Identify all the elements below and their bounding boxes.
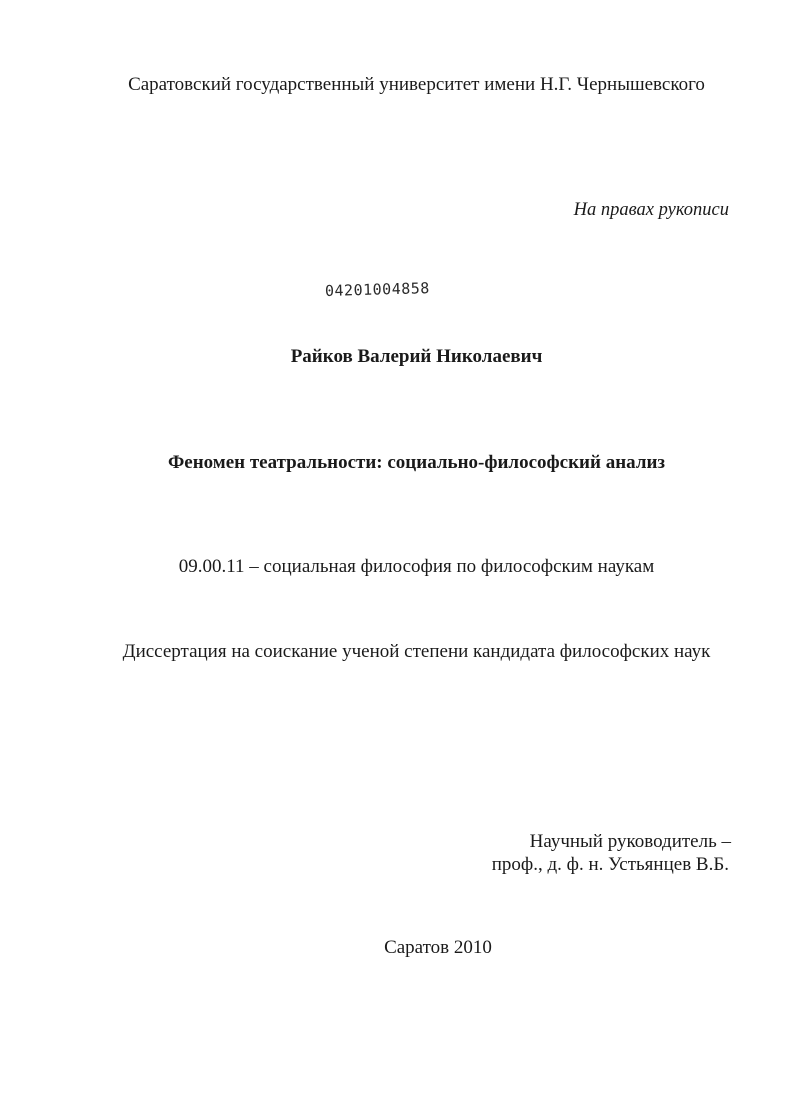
- registry-code-stamp: 04201004858: [324, 279, 431, 300]
- specialty-code: 09.00.11 – социальная философия по философским наукам: [178, 556, 655, 577]
- manuscript-note: На правах рукописи: [573, 200, 729, 220]
- city-year: Саратов 2010: [384, 937, 492, 958]
- supervisor-role: Научный руководитель –: [529, 831, 731, 852]
- author-name: Райков Валерий Николаевич: [290, 346, 543, 367]
- dissertation-title: Феномен театральности: социально-философский анализ: [167, 452, 666, 473]
- university-name: Саратовский государственный университет имени Н.Г. Чернышевского: [128, 74, 705, 95]
- degree-statement: Диссертация на соискание ученой степени кандидата философских наук: [122, 641, 711, 662]
- supervisor-name: проф., д. ф. н. Устьянцев В.Б.: [491, 854, 729, 875]
